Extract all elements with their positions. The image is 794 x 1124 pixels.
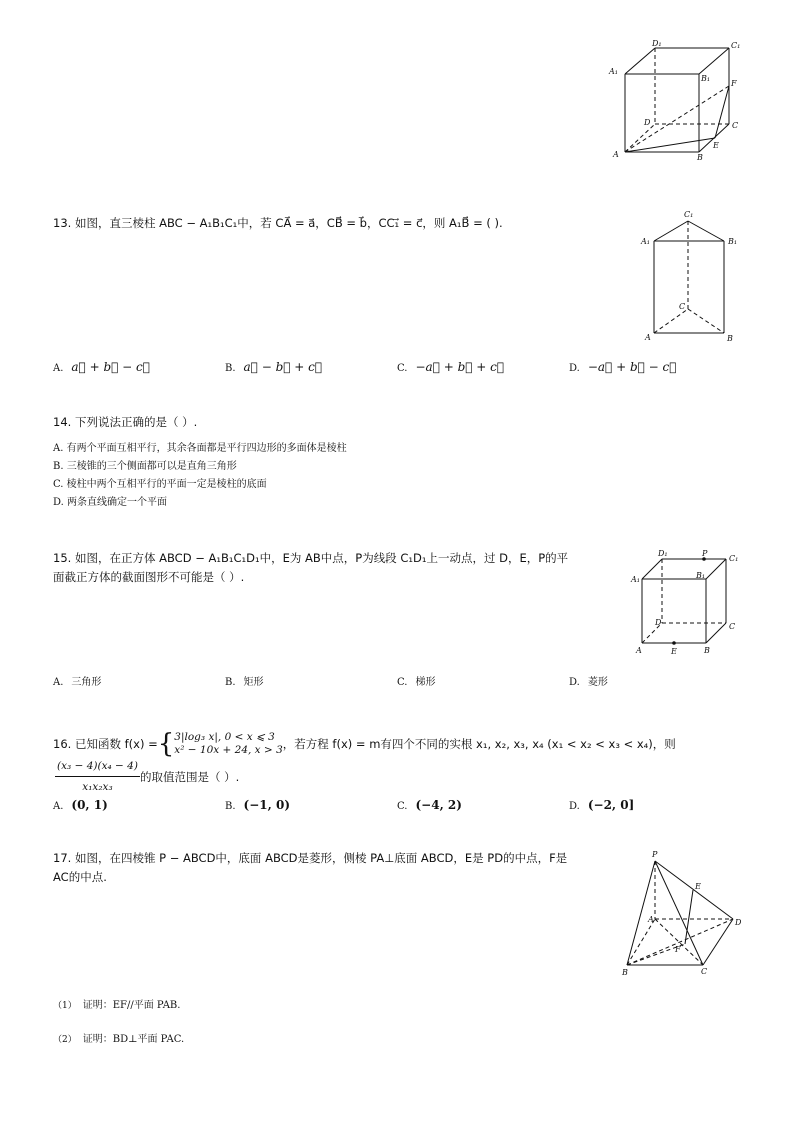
fig-label: C₁ <box>731 41 741 50</box>
fig-label: A <box>648 915 654 924</box>
q16-stem <box>53 731 676 757</box>
piece-2: x² − 10x + 24, x > 3 <box>174 744 283 756</box>
fig-label: A <box>645 333 651 342</box>
q14-stem <box>53 412 197 432</box>
q13-number: 13. <box>53 216 72 230</box>
q17-number: 17. <box>53 851 72 865</box>
q16-option-b[interactable]: B. (−1, 0) <box>225 798 290 812</box>
q16-fraction <box>55 756 140 797</box>
q15-option-b[interactable]: B. 矩形 <box>225 677 264 688</box>
cube-figure-top <box>605 38 755 163</box>
q17-text-line1: 如图，在四棱锥 P − ABCD中，底面 ABCD是菱形，侧棱 PA⊥底面 ABCD，E是 PD的中点，F是 <box>74 851 568 865</box>
piecewise-cases <box>174 731 282 757</box>
fig-label: A <box>636 646 642 655</box>
part-number: （1） <box>53 1001 77 1011</box>
q15-number: 15. <box>53 551 72 565</box>
fig-label: P <box>652 850 658 859</box>
part-text: 证明：BD⊥平面 PAC. <box>82 1034 185 1045</box>
fig-label: C <box>679 302 686 311</box>
fig-label: D <box>644 118 651 127</box>
fig-label: A₁ <box>631 575 640 584</box>
q15-option-c[interactable]: C. 梯形 <box>397 677 436 688</box>
fig-label: D₁ <box>652 39 662 48</box>
fig-label: E <box>713 141 719 150</box>
q15-option-a[interactable]: A. 三角形 <box>53 677 102 688</box>
q17-stem-line2: AC的中点. <box>53 870 107 884</box>
fig-label: F <box>731 79 737 88</box>
q14-statements <box>53 440 347 512</box>
fig-label: B <box>622 968 628 977</box>
fig-label: E <box>671 647 677 656</box>
fig-label: B₁ <box>728 237 738 246</box>
fig-label: B₁ <box>696 571 706 580</box>
fig-label: C₁ <box>684 210 694 219</box>
q17-part-2 <box>53 1030 184 1045</box>
fraction-numerator: (x₃ − 4)(x₄ − 4) <box>55 756 140 777</box>
q13-option-b[interactable]: B. a⃗ − b⃗ + c⃗ <box>225 360 323 374</box>
q13-option-a[interactable]: A. a⃗ + b⃗ − c⃗ <box>53 360 150 374</box>
part-number: （2） <box>53 1035 77 1045</box>
q13-text: 如图，直三棱柱 ABC − A₁B₁C₁中，若 CA⃗ = a⃗，CB⃗ = b⃗，CC₁⃗ = c⃗，则 A₁B⃗ = ( ). <box>74 216 503 230</box>
cube-figure-q15 <box>630 545 745 660</box>
fig-label: B <box>697 153 703 162</box>
q14-text: 下列说法正确的是（ ）. <box>74 415 198 429</box>
q16-suffix: 的取值范围是（ ）. <box>139 769 240 784</box>
fig-label: C <box>729 622 736 631</box>
fig-label: D₁ <box>658 549 668 558</box>
fig-label: C <box>701 967 708 976</box>
pyramid-figure <box>615 845 750 980</box>
fig-label: C₁ <box>729 554 739 563</box>
fraction-denominator: x₁x₂x₃ <box>82 781 113 793</box>
q13-option-d[interactable]: D. −a⃗ + b⃗ − c⃗ <box>569 360 677 374</box>
q16-option-c[interactable]: C. (−4, 2) <box>397 798 462 812</box>
fig-label: D <box>735 918 742 927</box>
piece-1: 3|log₃ x|, 0 < x ⩽ 3 <box>174 731 275 743</box>
q13-option-c[interactable]: C. −a⃗ + b⃗ + c⃗ <box>397 360 505 374</box>
q16-prefix: 已知函数 f(x) = <box>74 737 158 751</box>
fig-label: B₁ <box>701 74 711 83</box>
fig-label: A₁ <box>609 67 618 76</box>
q15-text-line1: 如图，在正方体 ABCD − A₁B₁C₁D₁中，E为 AB中点，P为线段 C₁D₁上一动点，过 D，E，P的平 <box>74 551 569 565</box>
q16-stem-line2 <box>55 756 239 797</box>
fig-label: A <box>613 150 619 159</box>
q14-option-b[interactable]: B. 三棱锥的三个侧面都可以是直角三角形 <box>53 461 237 472</box>
q14-number: 14. <box>53 415 72 429</box>
q15-stem <box>53 548 568 568</box>
part-text: 证明：EF//平面 PAB. <box>82 1000 181 1011</box>
q16-option-d[interactable]: D. (−2, 0] <box>569 798 635 812</box>
fig-label: B <box>727 334 733 343</box>
q17-stem <box>53 848 567 868</box>
q14-option-c[interactable]: C. 棱柱中两个互相平行的平面一定是棱柱的底面 <box>53 479 267 490</box>
fig-label: C <box>732 121 739 130</box>
q16-number: 16. <box>53 737 72 751</box>
q14-option-a[interactable]: A. 有两个平面互相平行，其余各面都是平行四边形的多面体是棱柱 <box>53 443 347 454</box>
fig-label: E <box>695 882 701 891</box>
q13-stem <box>53 213 503 233</box>
fig-label: P <box>702 549 708 558</box>
q14-option-d[interactable]: D. 两条直线确定一个平面 <box>53 497 168 508</box>
q15-stem-line2: 面截正方体的截面图形不可能是（ ）. <box>53 570 245 584</box>
piecewise-brace: { <box>157 729 175 759</box>
q15-option-d[interactable]: D. 菱形 <box>569 677 608 688</box>
q16-option-a[interactable]: A. (0, 1) <box>53 798 108 812</box>
prism-figure <box>636 205 746 345</box>
fig-label: A₁ <box>641 237 650 246</box>
fig-label: F <box>675 945 681 954</box>
q17-part-1 <box>53 996 180 1011</box>
fig-label: B <box>704 646 710 655</box>
q16-middle: ，若方程 f(x) = m有四个不同的实根 x₁, x₂, x₃, x₄ (x₁ < x₂ < x₃ < x₄)，则 <box>282 737 676 751</box>
fig-label: D <box>655 618 662 627</box>
